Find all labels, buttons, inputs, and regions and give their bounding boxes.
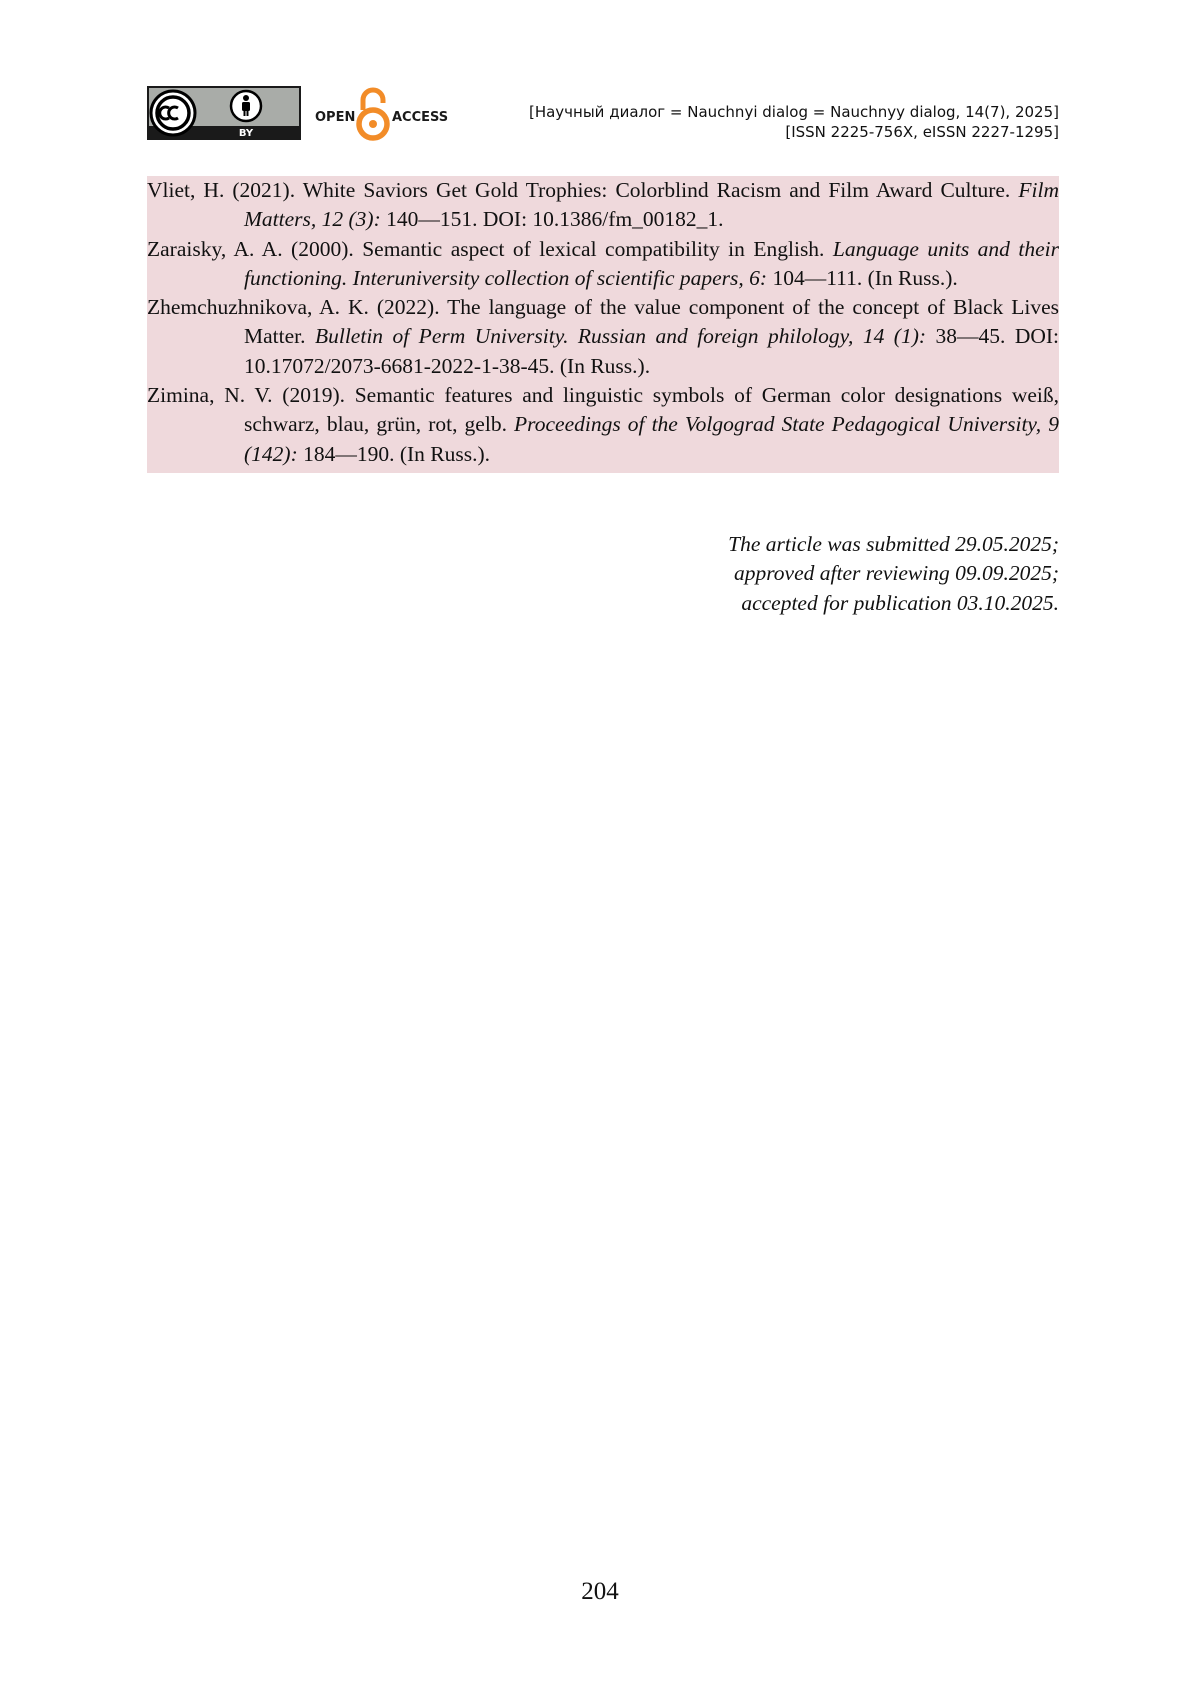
approved-date: approved after reviewing 09.09.2025; (733, 561, 1059, 586)
submitted-date: The article was submitted 29.05.2025; (728, 532, 1059, 556)
open-lock-icon (359, 90, 387, 138)
reference-source: Proceedings of the Volgograd State Pedagogical University, 9 (142): (244, 412, 1059, 466)
open-access-logo (315, 86, 461, 142)
reference-details: 184—190. (In Russ.). (297, 441, 491, 466)
reference-details: 140—151. DOI: 10.1386/fm_00182_1. (380, 207, 724, 232)
access-label: ACCESS (392, 110, 449, 125)
reference-text: Zhemchuzhnikova, A. K. (2022). The language of the value component of the concept of Black Lives Matter. (147, 295, 1059, 349)
reference-details: 38—45. DOI: 10.17072/2073-6681-2022-1-38-45. (In Russ.). (244, 324, 1060, 378)
reference-source: Bulletin of Perm University. Russian and foreign philology, 14 (1): (314, 324, 927, 349)
reference-source: Language units and their functioning. Interuniversity collection of scientific papers, 6: (244, 236, 1059, 290)
reference-details: 104—111. (In Russ.). (767, 265, 958, 290)
reference-source: Film Matters, 12 (3): (244, 178, 1059, 232)
by-label: BY (238, 128, 254, 139)
cc-by-license-badge (147, 86, 301, 140)
reference-item (147, 176, 1059, 235)
accepted-date: accepted for publication 03.10.2025. (741, 590, 1059, 615)
reference-item (147, 235, 1059, 294)
article-dates (459, 530, 1059, 618)
page-number: 204 (581, 1578, 619, 1605)
journal-info (459, 102, 1059, 142)
reference-item (147, 293, 1059, 381)
open-label: OPEN (315, 110, 356, 125)
reference-text: Zaraisky, A. A. (2000). Semantic aspect of lexical compatibility in English. (147, 236, 833, 261)
journal-citation: [Научный диалог = Nauchnyi dialog = Nauchnyy dialog, 14(7), 2025] (528, 103, 1059, 121)
page-header (147, 86, 1059, 142)
reference-list (147, 176, 1059, 473)
by-person-icon (231, 91, 261, 121)
reference-text: Zimina, N. V. (2019). Semantic features and linguistic symbols of German color designations weiß, schwarz, blau, grün, rot, gelb. (147, 383, 1059, 437)
journal-issn: [ISSN 2225-756X, eISSN 2227-1295] (785, 123, 1059, 141)
reference-text: Vliet, H. (2021). White Saviors Get Gold Trophies: Colorblind Racism and Film Award Culture. (147, 178, 1019, 202)
cc-icon (151, 91, 195, 135)
reference-item (147, 381, 1059, 469)
